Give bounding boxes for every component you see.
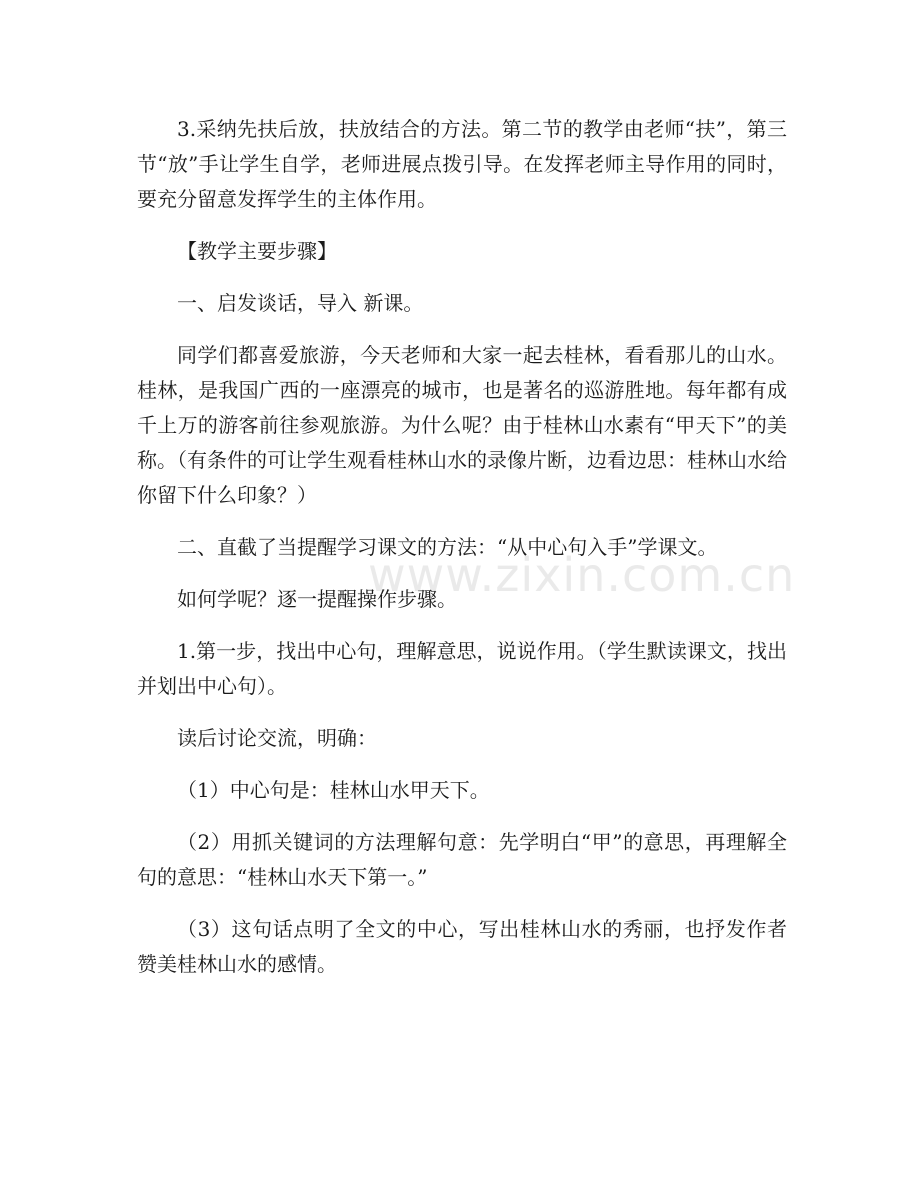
paragraph-first-step: 1.第一步，找出中心句，理解意思，说说作用。（学生默读课文，找出并划出中心句）。	[137, 639, 787, 698]
paragraph-introduction: 同学们都喜爱旅游，今天老师和大家一起去桂林，看看那儿的山水。桂林，是我国广西的一座漂亮的城市，也是著名的巡游胜地。每年都有成千上万的游客前往参观旅游。为什么呢？由于桂林山水素有“甲天下”的美称。（有条件的可让学生观看桂林山水的录像片断，边看边思：桂林山水给你留下什么印象？）	[137, 343, 787, 507]
watermark-text: www.zixin.com.cn	[368, 548, 796, 602]
list-item-3: （3）这句话点明了全文的中心，写出桂林山水的秀丽，也抒发作者赞美桂林山水的感情。	[137, 917, 787, 976]
paragraph-discussion: 读后讨论交流，明确：	[177, 726, 377, 750]
paragraph-teaching-method: 3.采纳先扶后放，扶放结合的方法。第二节的教学由老师“扶”，第三节“放”手让学生自学，老师进展点拨引导。在发挥老师主导作用的同时，要充分留意发挥学生的主体作用。	[137, 117, 787, 211]
document-body	[137, 112, 787, 999]
step-one-heading: 一、启发谈话，导入 新课。	[177, 291, 424, 315]
list-item-1: （1）中心句是：桂林山水甲天下。	[177, 778, 490, 802]
step-two-heading: 二、直截了当提醒学习课文的方法：“从中心句入手”学课文。	[177, 535, 718, 559]
section-heading-main-steps: 【教学主要步骤】	[177, 239, 337, 263]
list-item-2: （2）用抓关键词的方法理解句意：先学明白“甲”的意思，再理解全句的意思：“桂林山水天下第一。”	[137, 830, 787, 889]
paragraph-how-to-learn: 如何学呢？逐一提醒操作步骤。	[177, 587, 457, 611]
